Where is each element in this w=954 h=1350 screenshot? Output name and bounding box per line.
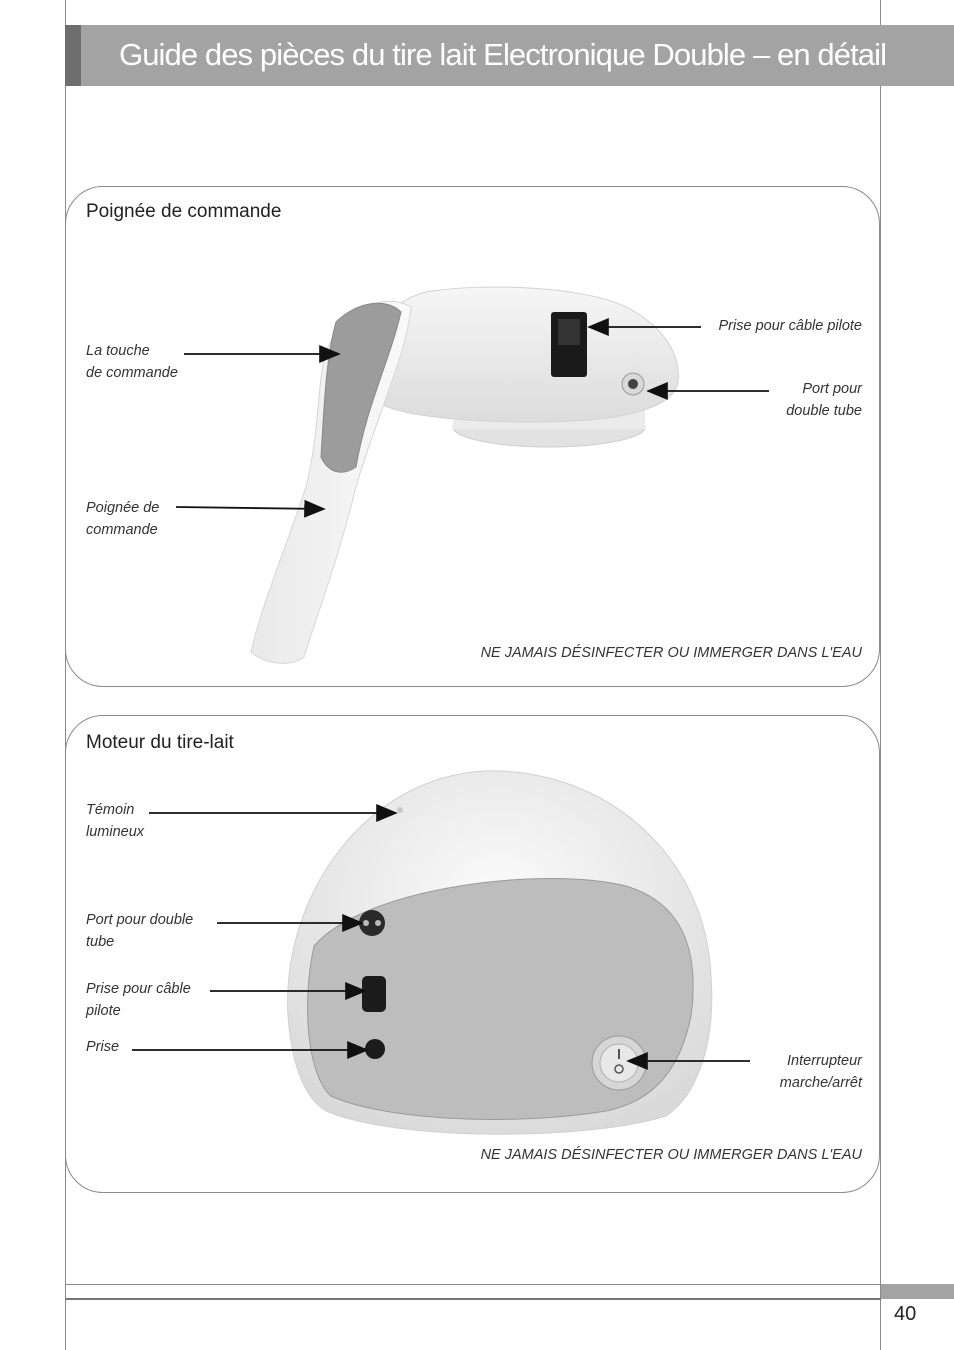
warning-text: NE JAMAIS DÉSINFECTER OU IMMERGER DANS L'EAU <box>480 645 862 661</box>
handle-illustration <box>66 187 881 688</box>
warning-text: NE JAMAIS DÉSINFECTER OU IMMERGER DANS L'EAU <box>480 1147 862 1163</box>
footer-rule <box>65 1284 954 1285</box>
footer-rule-thick <box>65 1298 881 1300</box>
panel-title-motor: Moteur du tire-lait <box>86 732 234 753</box>
label-port-tube: Port pour double tube <box>786 381 862 419</box>
page-tab <box>881 1284 954 1299</box>
label-prise: Prise <box>86 1039 120 1055</box>
title-bar <box>65 25 954 86</box>
motor-tube-port <box>359 910 385 936</box>
indicator-light <box>397 807 403 813</box>
title-accent <box>65 25 81 86</box>
panel-title-handle: Poignée de commande <box>86 201 282 222</box>
label-interrupteur: Interrupteur marche/arrêt <box>779 1053 862 1091</box>
power-socket <box>365 1039 385 1059</box>
label-touche: La touche de commande <box>86 343 178 381</box>
handle-body <box>366 287 678 422</box>
label-motor-port-tube: Port pour double tube <box>86 912 194 950</box>
page-title: Guide des pièces du tire lait Electronique Double – en détail <box>119 37 887 72</box>
panel-motor <box>65 715 880 1193</box>
label-motor-prise-cable: Prise pour câble pilote <box>86 981 191 1019</box>
label-prise-cable: Prise pour câble pilote <box>718 318 862 334</box>
panel-handle <box>65 186 880 687</box>
motor-pilot-socket <box>362 976 386 1012</box>
label-temoin: Témoin lumineux <box>86 802 145 840</box>
page-number: 40 <box>894 1303 917 1325</box>
label-poignee: Poignée de commande <box>86 500 160 538</box>
motor-illustration <box>66 716 881 1194</box>
